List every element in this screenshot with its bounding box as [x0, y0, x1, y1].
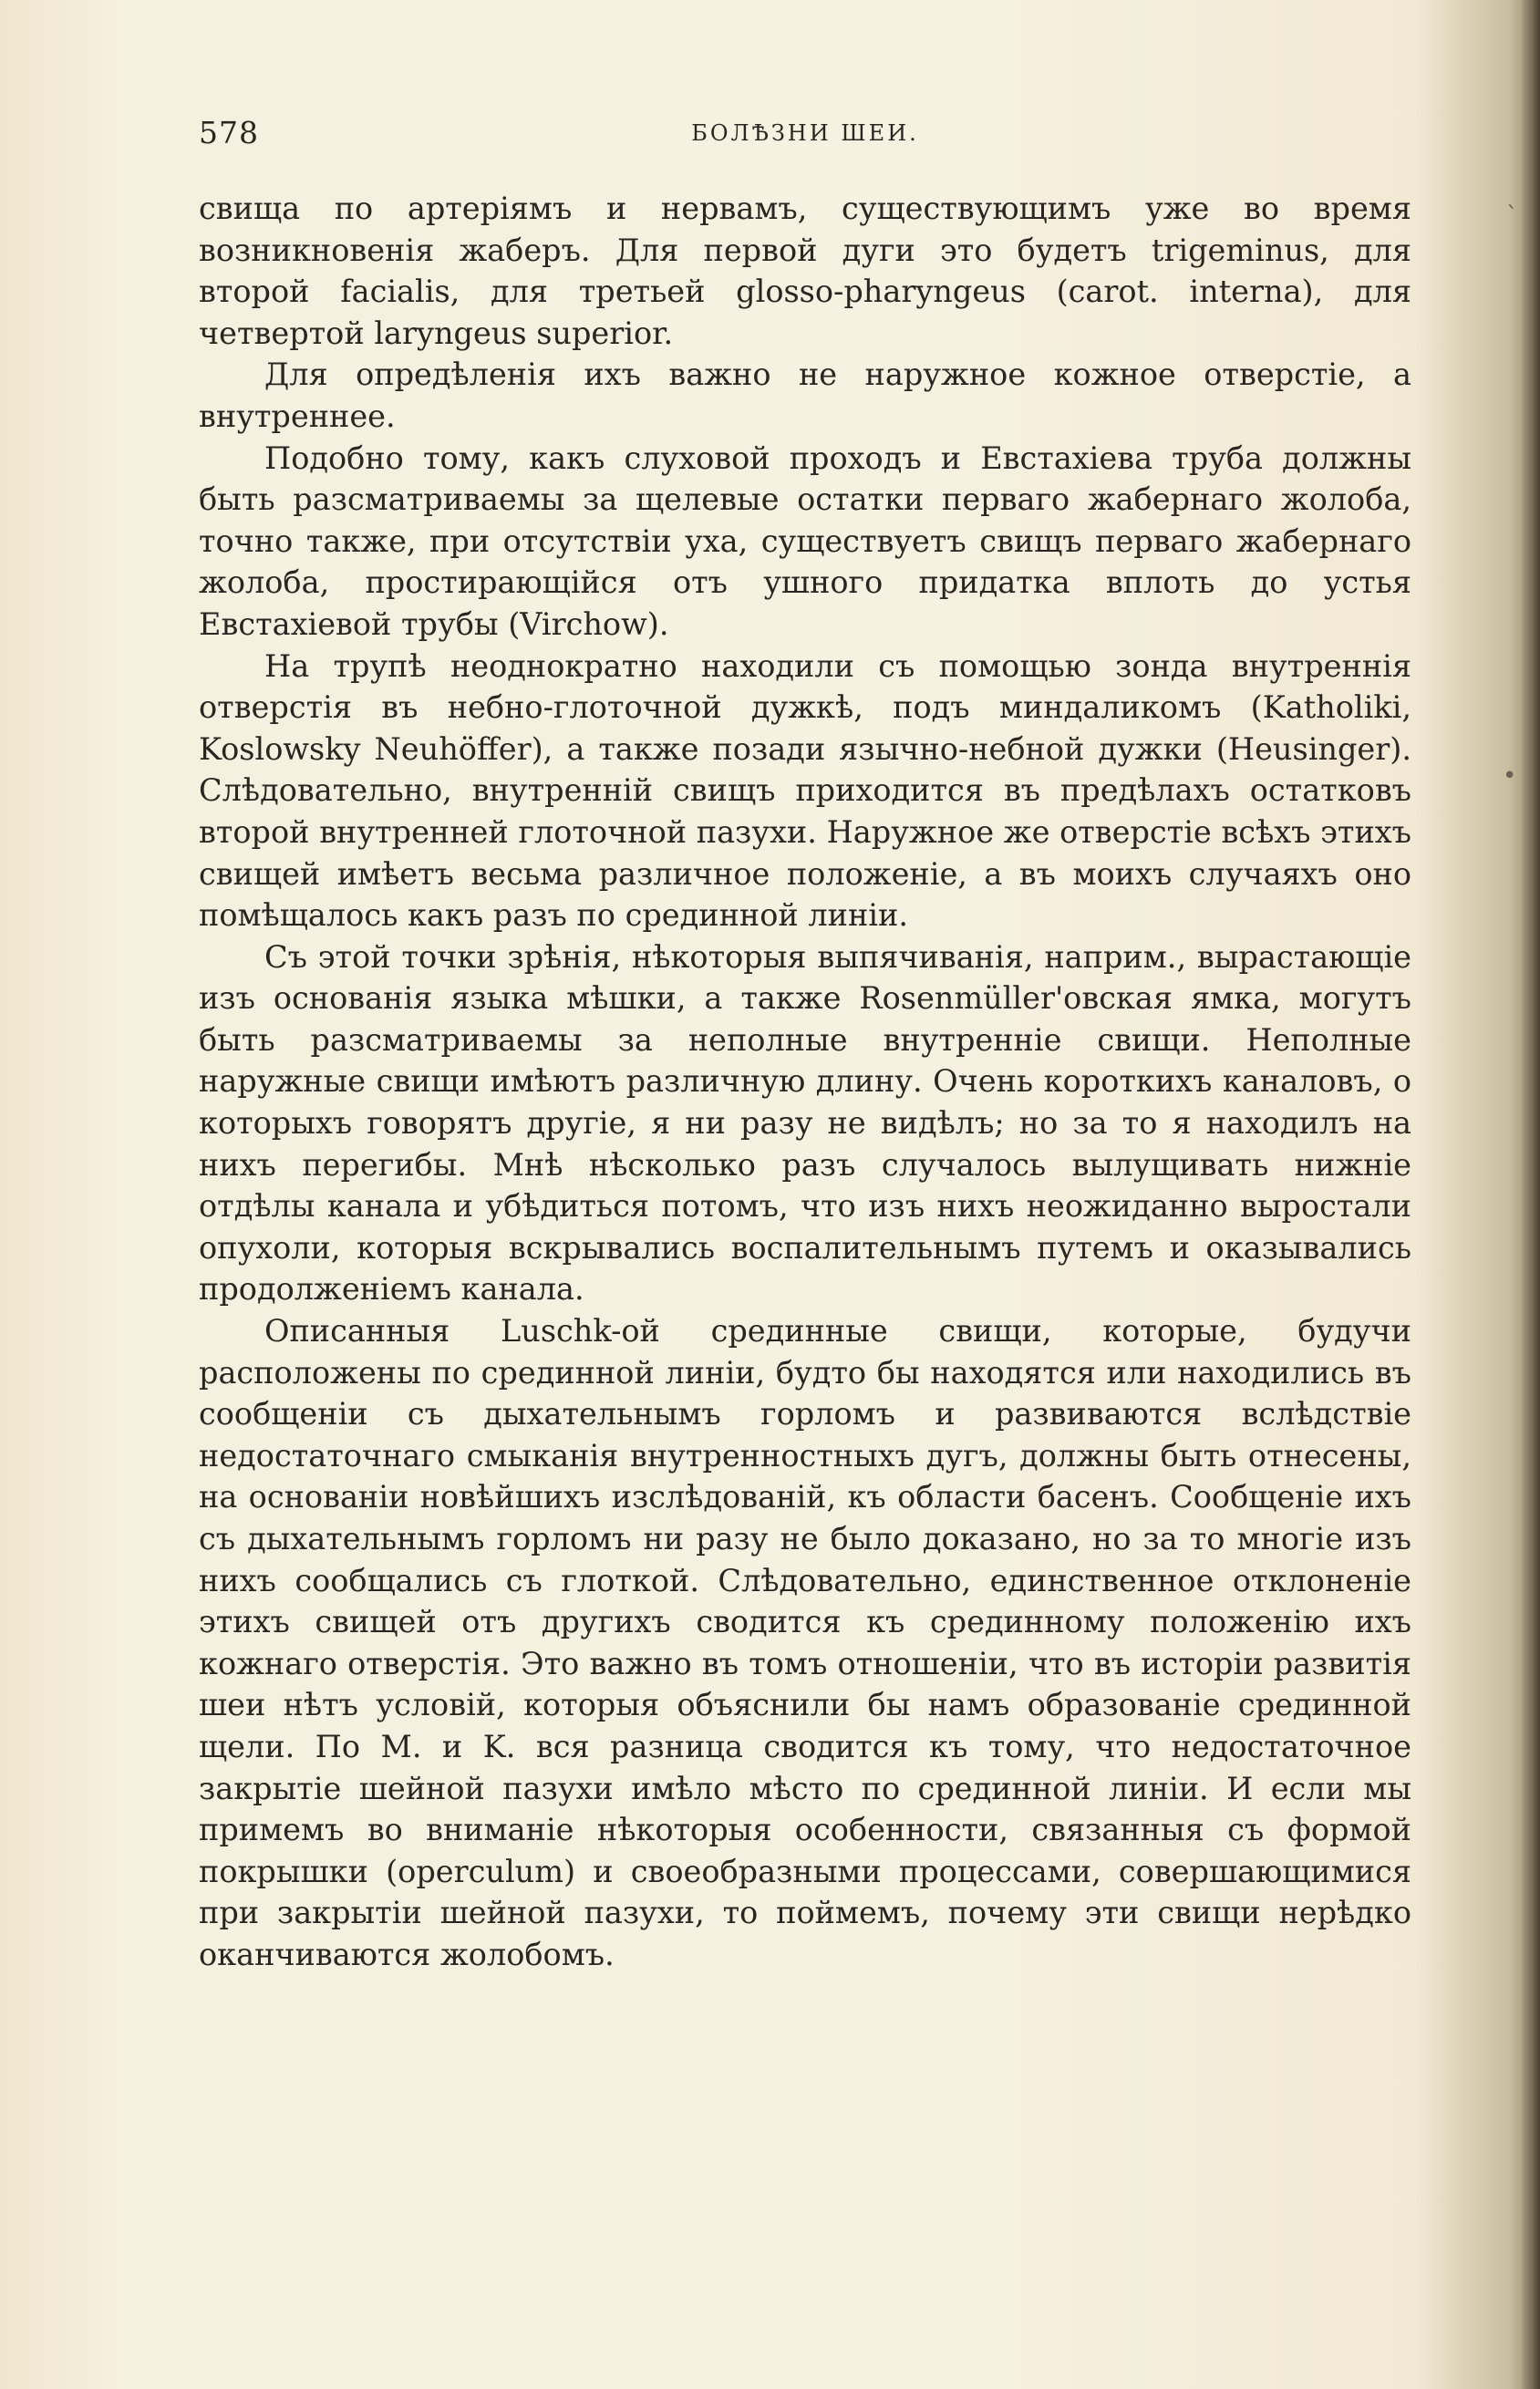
stray-dot: •: [1503, 762, 1517, 790]
paragraph-3: Подобно тому, какъ слуховой проходъ и Евстахіева труба должны быть разсматриваемы за щелевые остатки перваго жабернаго жолоба, точно также, при отсутствіи уха, существуетъ свищъ перваго жабернаго жолоба, простирающійся отъ ушного придатка вплоть до устья Евстахіевой трубы (Virchow).: [199, 440, 1411, 642]
stray-mark: `: [1506, 202, 1518, 230]
paragraph-1: свища по артеріямъ и нервамъ, существующимъ уже во время возникновенія жаберъ. Для первой дуги это будетъ trigeminus, для второй facialis, для третьей glosso-pharyngeus (carot. interna), для четвертой laryngeus superior.: [199, 191, 1411, 351]
page-header: [199, 115, 1411, 151]
paragraph-5: Съ этой точки зрѣнія, нѣкоторыя выпячиванія, наприм., вырастающіе изъ основанія языка мѣшки, а также Rosenmüller'овская ямка, могутъ быть разсматриваемы за неполные внутренніе свищи. Неполные наружные свищи имѣютъ различную длину. Очень короткихъ каналовъ, о которыхъ говорятъ другіе, я ни разу не видѣлъ; но за то я находилъ на нихъ перегибы. Мнѣ нѣсколько разъ случалось вылущивать нижніе отдѣлы канала и убѣдиться потомъ, что изъ нихъ неожиданно выростали опухоли, которыя вскрывались воспалительнымъ путемъ и оказывались продолженіемъ канала.: [199, 938, 1411, 1308]
paragraph-6: Описанныя Luschk-ой срединные свищи, которые, будучи расположены по срединной линіи, будто бы находятся или находились въ сообщеніи съ дыхательнымъ горломъ и развиваются вслѣдствіе недостаточнаго смыканія внутренностныхъ дугъ, должны быть отнесены, на основаніи новѣйшихъ изслѣдованій, къ области басенъ. Сообщеніе ихъ съ дыхательнымъ горломъ ни разу не было доказано, но за то многіе изъ нихъ сообщались съ глоткой. Слѣдовательно, единственное отклоненіе этихъ свищей отъ другихъ сводится къ срединному положенію ихъ кожнаго отверстія. Это важно въ томъ отношеніи, что въ исторіи развитія шеи нѣтъ условій, которыя объяснили бы намъ образованіе срединной щели. По M. и K. вся разница сводится къ тому, что недостаточное закрытіе шейной пазухи имѣло мѣсто по срединной линіи. И если мы примемъ во вниманіе нѣкоторыя особенности, связанныя съ формой покрышки (operculum) и своеобразными процессами, совершающимися при закрытіи шейной пазухи, то поймемъ, почему эти свищи нерѣдко оканчиваются жолобомъ.: [199, 1313, 1411, 1972]
paragraph-4: На трупѣ неоднократно находили съ помощью зонда внутреннія отверстія въ небно-глоточной дужкѣ, подъ миндаликомъ (Katholiki, Koslowsky Neuhöffer), а также позади язычно-небной дужки (Heusinger). Слѣдовательно, внутренній свищъ приходится въ предѣлахъ остатковъ второй внутренней глоточной пазухи. Наружное же отверстіе всѣхъ этихъ свищей имѣетъ весьма различное положеніе, а въ моихъ случаяхъ оно помѣщалось какъ разъ по срединной линіи.: [199, 647, 1411, 934]
paragraph-2: Для опредѣленія ихъ важно не наружное кожное отверстіе, а внутреннее.: [199, 357, 1411, 434]
page-edge-shadow: [1520, 0, 1540, 2389]
running-title: БОЛѢЗНИ ШЕИ.: [691, 120, 919, 146]
body-text: [199, 188, 1411, 1976]
page-number: 578: [199, 115, 259, 150]
